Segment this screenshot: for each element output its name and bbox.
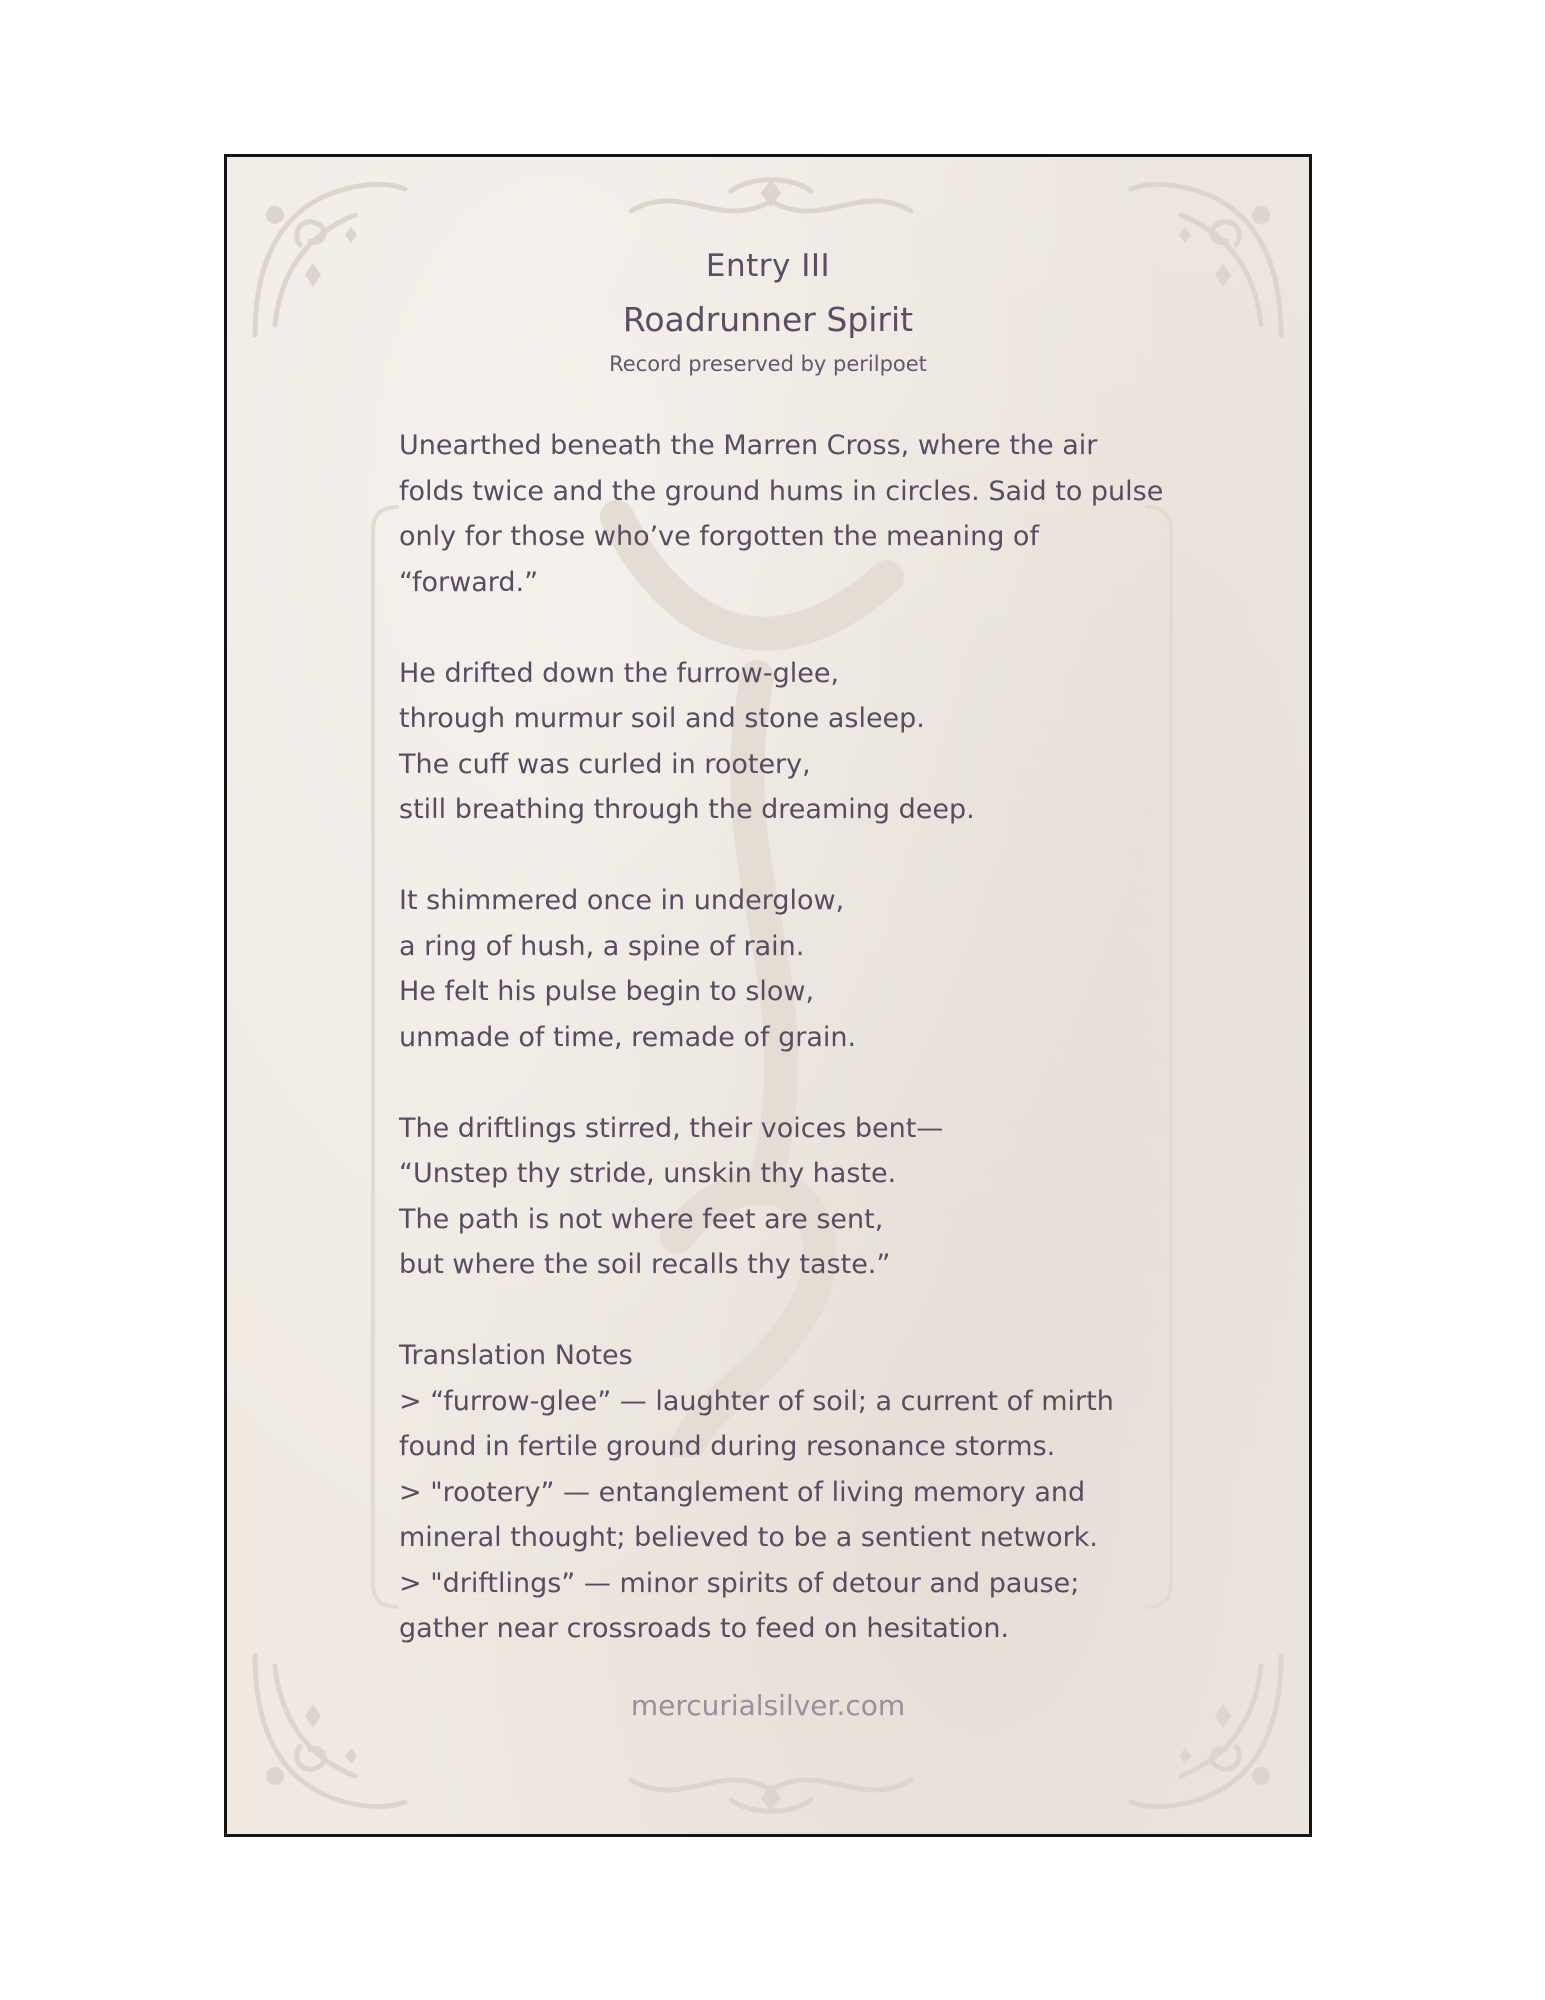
note-line: > "rootery” — entanglement of living memory and xyxy=(399,1476,1086,1508)
entry-body xyxy=(399,423,1189,1697)
intro-line: only for those who’ve forgotten the meaning of xyxy=(399,521,1039,552)
verse-line: still breathing through the dreaming deep. xyxy=(399,794,975,825)
verse-line: The driftlings stirred, their voices bent— xyxy=(399,1112,944,1144)
verse-line: a ring of hush, a spine of rain. xyxy=(399,930,805,962)
verse-line: The cuff was curled in rootery, xyxy=(399,748,811,780)
verse-line: unmade of time, remade of grain. xyxy=(399,1021,857,1053)
entry-title: Roadrunner Spirit xyxy=(622,300,914,339)
intro-line: Unearthed beneath the Marren Cross, where the air xyxy=(399,430,1098,461)
notes-heading: Translation Notes xyxy=(399,1340,633,1371)
verse-line: but where the soil recalls thy taste.” xyxy=(399,1249,891,1280)
document-page xyxy=(224,154,1312,1837)
entry-number: Entry III xyxy=(705,248,831,284)
stanza-1 xyxy=(399,651,1189,833)
intro-line: “forward.” xyxy=(399,566,539,598)
note-line: mineral thought; believed to be a sentient network. xyxy=(399,1522,1098,1553)
note-line: > “furrow-glee” — laughter of soil; a current of mirth xyxy=(399,1385,1114,1417)
document-content xyxy=(227,157,1309,1834)
website-link[interactable]: mercurialsilver.com xyxy=(630,1689,906,1722)
intro-line: folds twice and the ground hums in circles. Said to pulse xyxy=(399,475,1164,507)
verse-line: through murmur soil and stone asleep. xyxy=(399,703,925,734)
verse-line: “Unstep thy stride, unskin thy haste. xyxy=(399,1158,897,1189)
note-line: > "driftlings” — minor spirits of detour and pause; xyxy=(399,1567,1080,1599)
note-line: gather near crossroads to feed on hesitation. xyxy=(399,1613,1010,1644)
preserved-by-line: Record preserved by perilpoet xyxy=(609,352,927,376)
verse-line: It shimmered once in underglow, xyxy=(399,885,845,916)
verse-line: The path is not where feet are sent, xyxy=(399,1203,884,1235)
stanza-3 xyxy=(399,1106,1189,1288)
translation-notes xyxy=(399,1333,1189,1652)
intro-paragraph xyxy=(399,423,1189,605)
verse-line: He felt his pulse begin to slow, xyxy=(399,976,815,1007)
note-line: found in fertile ground during resonance storms. xyxy=(399,1431,1056,1462)
stanza-2 xyxy=(399,878,1189,1060)
verse-line: He drifted down the furrow-glee, xyxy=(399,657,840,689)
